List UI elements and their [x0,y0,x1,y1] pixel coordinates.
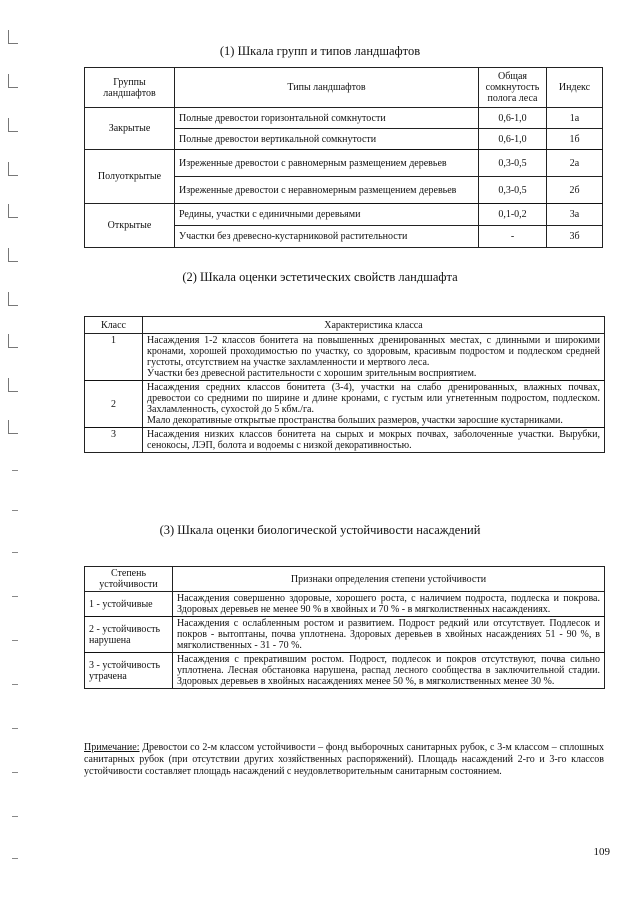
margin-dash [12,858,18,859]
class-description [143,381,605,428]
landscape-type: Изреженные древостои с равномерным размещением деревьев [175,150,479,177]
section3-title: (3) Шкала оценки биологической устойчивости насаждений [159,523,481,537]
landscape-type: Редины, участки с единичными деревьями [175,204,479,226]
table-header-row [85,317,605,334]
margin-dash [12,510,18,511]
header-group: Группы ландшафтов [85,68,175,108]
table-row [85,381,605,428]
stability-degree: 2 - устойчивость нарушена [85,617,173,653]
class-description-extra: Мало декоративные открытые пространства больших размеров, участки заросшие кустарниками. [147,415,563,426]
landscape-type: Полные древостои вертикальной сомкнутости [175,129,479,150]
margin-mark [8,30,18,44]
margin-dash [12,552,18,553]
landscape-type: Участки без древесно-кустарниковой растительности [175,226,479,248]
table-row [85,108,603,129]
density-value: 0,3-0,5 [479,177,547,204]
class-number: 1 [85,334,143,381]
class-description-main: Насаждения 1-2 классов бонитета на повышенных дренированных местах, с длинными и широкими кронами, хорошей проходимостью по участку, со здоровым, красивым подростом и подлеском средней густоты, отсутствием на участке захламленности и мертвого леса. [147,335,600,368]
class-number: 3 [85,428,143,453]
table-row [85,204,603,226]
margin-mark [8,118,18,132]
page-number: 109 [593,846,610,858]
density-value: 0,3-0,5 [479,150,547,177]
table-row [85,428,605,453]
margin-mark [8,74,18,88]
footnote [84,742,604,778]
margin-dash [12,684,18,685]
landscape-type: Изреженные древостои с неравномерным размещением деревьев [175,177,479,204]
group-name: Закрытые [85,108,175,150]
class-description-main: Насаждения низких классов бонитета на сырых и мокрых почвах, заболоченные участки. Вырубки, сенокосы, ЛЭП, болота и водоемы с низкой декоративностью. [147,429,600,451]
class-number: 2 [85,381,143,428]
aesthetic-scale-table [84,316,605,453]
header-degree: Степень устойчивости [85,567,173,592]
margin-dash [12,816,18,817]
header-signs: Признаки определения степени устойчивости [173,567,605,592]
stability-signs: Насаждения с ослабленным ростом и развитием. Подрост редкий или отсутствует. Подлесок и покров - вытоптаны, почва уплотнена. Здоровых деревьев в хвойных насаждениях 51 - 90 %, в мягколиственных - 31 - 70 %. [173,617,605,653]
header-class: Класс [85,317,143,334]
header-type: Типы ландшафтов [175,68,479,108]
index-value: 1б [547,129,603,150]
table-row [85,592,605,617]
index-value: 2б [547,177,603,204]
footnote-text: Древостои со 2-м классом устойчивости – фонд выборочных санитарных рубок, с 3-м классом – сплошных санитарных рубок (при отсутствии других хозяйственных распоряжений). Площадь насаждений 2-го и 3-го классов устойчивости составляет площадь насаждений с неудовлетворительным санитарным состоянием. [84,742,604,777]
group-name: Полуоткрытые [85,150,175,204]
stability-scale-table [84,566,605,689]
stability-degree: 1 - устойчивые [85,592,173,617]
index-value: 3а [547,204,603,226]
margin-mark [8,162,18,176]
header-description: Характеристика класса [143,317,605,334]
header-density: Общая сомкнутость полога леса [479,68,547,108]
margin-mark [8,334,18,348]
stability-signs: Насаждения совершенно здоровые, хорошего роста, с наличием подроста, подлеска и покрова. Здоровых деревьев не менее 90 % в хвойных и 70 % - в мягколиственных насаждениях. [173,592,605,617]
footnote-label: Примечание: [84,742,140,753]
margin-dash [12,596,18,597]
class-description [143,334,605,381]
class-description-extra: Участки без древесной растительности с хорошим зрительным восприятием. [147,368,477,379]
landscape-types-table [84,67,603,248]
header-index: Индекс [547,68,603,108]
density-value: 0,6-1,0 [479,129,547,150]
section1-title: (1) Шкала групп и типов ландшафтов [219,44,421,58]
class-description [143,428,605,453]
index-value: 3б [547,226,603,248]
group-name: Открытые [85,204,175,248]
density-value: 0,6-1,0 [479,108,547,129]
index-value: 2а [547,150,603,177]
binder-margin-marks [8,0,22,905]
density-value: 0,1-0,2 [479,204,547,226]
table-row [85,653,605,689]
margin-dash [12,728,18,729]
margin-mark [8,420,18,434]
margin-dash [12,772,18,773]
index-value: 1а [547,108,603,129]
class-description-main: Насаждения средних классов бонитета (3-4), участки на слабо дренированных, влажных почвах, древостои со средними по ширине и длине кронами, с густым или угнетенным подростом, подлеском. Захламленность, сухостой до 5 кбм./га. [147,382,600,415]
stability-degree: 3 - устойчивость утрачена [85,653,173,689]
margin-mark [8,204,18,218]
margin-mark [8,292,18,306]
margin-mark [8,378,18,392]
margin-mark [8,248,18,262]
section2-title: (2) Шкала оценки эстетических свойств ландшафта [182,270,458,284]
table-header-row [85,567,605,592]
margin-dash [12,640,18,641]
density-value: - [479,226,547,248]
stability-signs: Насаждения с прекратившим ростом. Подрост, подлесок и покров отсутствуют, почва сильно уплотнена. Лесная обстановка нарушена, распад лесного сообщества в заключительной стадии. Здоровых деревьев в хвойных насаждениях менее 50 %, в мягколиственных менее 30 %. [173,653,605,689]
table-row [85,617,605,653]
landscape-type: Полные древостои горизонтальной сомкнутости [175,108,479,129]
table-row [85,334,605,381]
table-row [85,150,603,177]
table-header-row [85,68,603,108]
margin-dash [12,470,18,471]
